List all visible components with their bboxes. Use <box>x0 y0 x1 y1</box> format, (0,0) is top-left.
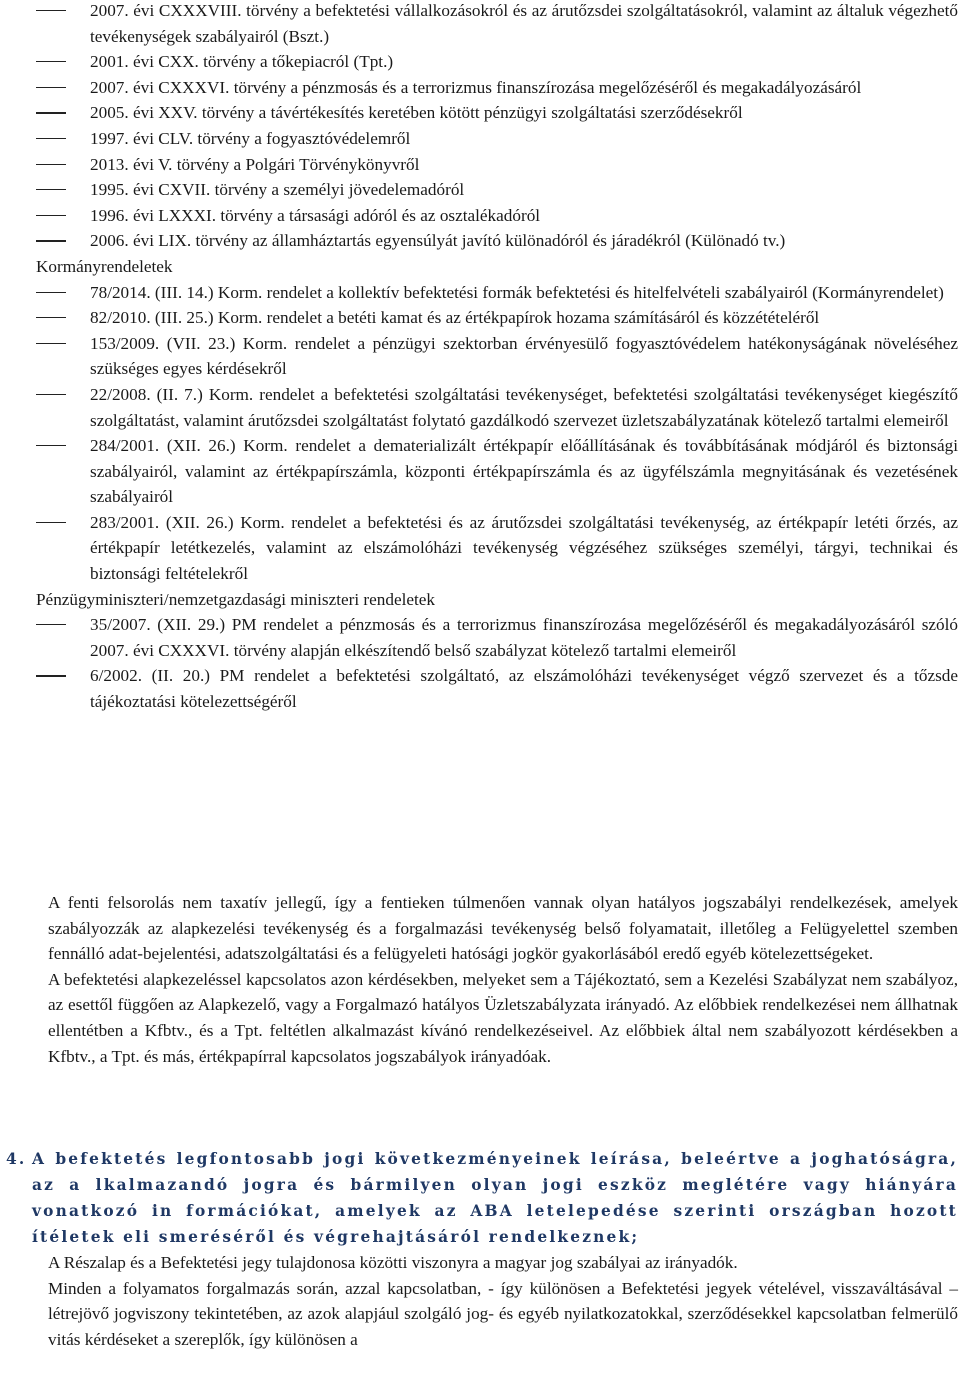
decree-item: 153/2009. (VII. 23.) Korm. rendelet a pénzügyi szektorban érvényesülő fogyasztóvédelem hatékonyságának növeléséhez szükséges egyes kérdésekről <box>90 333 958 379</box>
dash-bullet <box>36 61 66 62</box>
list-item <box>36 433 958 510</box>
dash-bullet <box>36 189 66 190</box>
list-item <box>36 203 958 229</box>
list-item <box>36 510 958 587</box>
dash-bullet <box>36 317 66 318</box>
min-decrees-heading: Pénzügyminiszteri/nemzetgazdasági miniszteri rendeletek <box>36 589 435 609</box>
law-item: 2007. évi CXXXVIII. törvény a befektetési vállalkozásokról és az árutőzsdei szolgáltatásokról, valamint az általuk végezhető tevékenységek szabályairól (Bszt.) <box>90 1 958 46</box>
decree-item: 78/2014. (III. 14.) Korm. rendelet a kollektív befektetési formák befektetési és hitelfelvételi szabályairól (Kormányrendelet) <box>90 282 944 302</box>
dash-bullet <box>36 394 66 395</box>
list-item <box>36 0 958 49</box>
section-heading <box>6 1146 958 1250</box>
body-paragraphs-tail <box>48 1250 958 1352</box>
body-paragraphs <box>48 890 958 1069</box>
decree-item: 284/2001. (XII. 26.) Korm. rendelet a dematerializált értékpapír előállításának és továbbításának módjáról és biztonsági szabályairól, valamint az értékpapírszámla, központi értékpapírszámla és az ügyfélszámla megnyitásának és vezetésének szabályairól <box>90 436 958 507</box>
dash-bullet <box>36 138 66 139</box>
dash-bullet <box>36 215 66 216</box>
gov-decrees-heading: Kormányrendeletek <box>36 256 173 276</box>
dash-bullet <box>36 10 66 11</box>
law-item: 1995. évi CXVII. törvény a személyi jövedelemadóról <box>90 180 465 200</box>
law-item: 2007. évi CXXXVI. törvény a pénzmosás és a terrorizmus finanszírozása megelőzéséről és megakadályozásáról <box>90 77 862 97</box>
list-item <box>36 305 958 331</box>
paragraph: A befektetési alapkezeléssel kapcsolatos azon kérdésekben, melyeket sem a Tájékoztató, sem a Kezelési Szabályzat nem szabályoz, az esettől függően az Alapkezelő, vagy a Forgalmazó hatályos Üzletszabályzata irányadó. Az előbbiek rendelkezései nem állhatnak ellentétben a Kfbtv., és a Tpt. feltétlen alkalmazást kívánó rendelkezéseivel. Az előbbiek által nem szabályozott kérdésekben a Kfbtv., a Tpt. és más, értékpapírral kapcsolatos jogszabályok irányadóak. <box>48 969 958 1066</box>
list-item <box>36 75 958 101</box>
decree-item: 283/2001. (XII. 26.) Korm. rendelet a befektetési és az árutőzsdei szolgáltatási tevékenység, az értékpapír letéti őrzés, az értékpapír letétkezelés, valamint az elszámolóházi tevékenység végzéséhez szükséges személyi, tárgyi, technikai és biztonsági feltételekről <box>90 512 958 584</box>
decree-item: 35/2007. (XII. 29.) PM rendelet a pénzmosás és a terrorizmus finanszírozása megelőzéséről és megakadályozásáról szóló 2007. évi CXXXVI. törvény alapján elkészítendő belső szabályzat kötelező tartalmi elemeiről <box>90 615 958 660</box>
law-item: 1996. évi LXXXI. törvény a társasági adóról és az osztalékadóról <box>90 205 541 225</box>
list-item <box>36 228 958 254</box>
list-item <box>36 280 958 306</box>
list-item <box>36 177 958 203</box>
dash-bullet <box>36 675 66 676</box>
dash-bullet <box>36 87 66 88</box>
paragraph: A Részalap és a Befektetési jegy tulajdonosa közötti viszonyra a magyar jog szabályai az irányadók. <box>48 1253 738 1272</box>
decree-item: 6/2002. (II. 20.) PM rendelet a befektetési szolgáltató, az elszámolóházi tevékenységet végző szervezet és a tőzsde tájékoztatási kötelezettségéről <box>90 666 958 712</box>
law-item: 2013. évi V. törvény a Polgári Törvénykönyvről <box>90 154 420 174</box>
paragraph: A fenti felsorolás nem taxatív jellegű, így a fentieken túlmenően vannak olyan hatályos jogszabályi rendelkezések, amelyek szabályozzák az alapkezelési tevékenység és a forgalmazási tevékenység belső folyamatait, illetőleg a Felügyelettel szemben fennálló adat-bejelentési, adatszolgáltatási és a felügyeleti hatósági jogkör gyakorlásából eredő egyéb kötelezettségeket. <box>48 893 958 964</box>
list-item <box>36 612 958 663</box>
law-item: 1997. évi CLV. törvény a fogyasztóvédelemről <box>90 128 411 148</box>
list-item <box>36 100 958 126</box>
dash-bullet <box>36 240 66 241</box>
law-item: 2006. évi LIX. törvény az államháztartás egyensúlyát javító különadóról és járadékról (Különadó tv.) <box>90 231 786 251</box>
legal-list <box>36 0 958 715</box>
dash-bullet <box>36 164 66 165</box>
decree-item: 22/2008. (II. 7.) Korm. rendelet a befektetési szolgáltatási tevékenységet, befektetési szolgáltatási tevékenységet kiegészítő szolgáltatást, valamint árutőzsdei szolgáltatást folytató gazdálkodó szervezet üzletszabályzatának kötelező tartalmi elemeiről <box>90 384 958 430</box>
list-item <box>36 331 958 382</box>
section-number: 4. <box>6 1150 27 1168</box>
dash-bullet <box>36 522 66 523</box>
dash-bullet <box>36 112 66 113</box>
dash-bullet <box>36 343 66 344</box>
law-item: 2005. évi XXV. törvény a távértékesítés keretében kötött pénzügyi szolgáltatási szerződésekről <box>90 103 743 123</box>
dash-bullet <box>36 445 66 446</box>
list-item <box>36 152 958 178</box>
list-item <box>36 49 958 75</box>
section-title: A befektetés legfontosabb jogi következményeinek leírása, beleértve a joghatóságra, az a lkalmazandó jogra és bármilyen olyan jogi eszköz meglétére vagy hiányára vonatkozó in formációkat, amelyek az ABA letelepedése szerinti országban hozott ítéletek eli smeréséről és végrehajtásáról rendelkeznek; <box>32 1150 958 1246</box>
list-item <box>36 382 958 433</box>
paragraph: Minden a folyamatos forgalmazás során, azzal kapcsolatban, - így különösen a Befektetési jegyek vételével, visszaváltásával – létrejövő jogviszony tekintetében, az azok alapjául szolgáló jog- és egyéb nyilatkozatokkal, szerződésekkel kapcsolatban felmerülő vitás kérdéseket a szereplők, így különösen a <box>48 1278 958 1349</box>
decree-item: 82/2010. (III. 25.) Korm. rendelet a betéti kamat és az értékpapírok hozama számításáról és közzétételéről <box>90 308 820 328</box>
dash-bullet <box>36 624 66 625</box>
list-item <box>36 663 958 714</box>
dash-bullet <box>36 292 66 293</box>
law-item: 2001. évi CXX. törvény a tőkepiacról (Tpt.) <box>90 52 394 72</box>
list-item <box>36 126 958 152</box>
